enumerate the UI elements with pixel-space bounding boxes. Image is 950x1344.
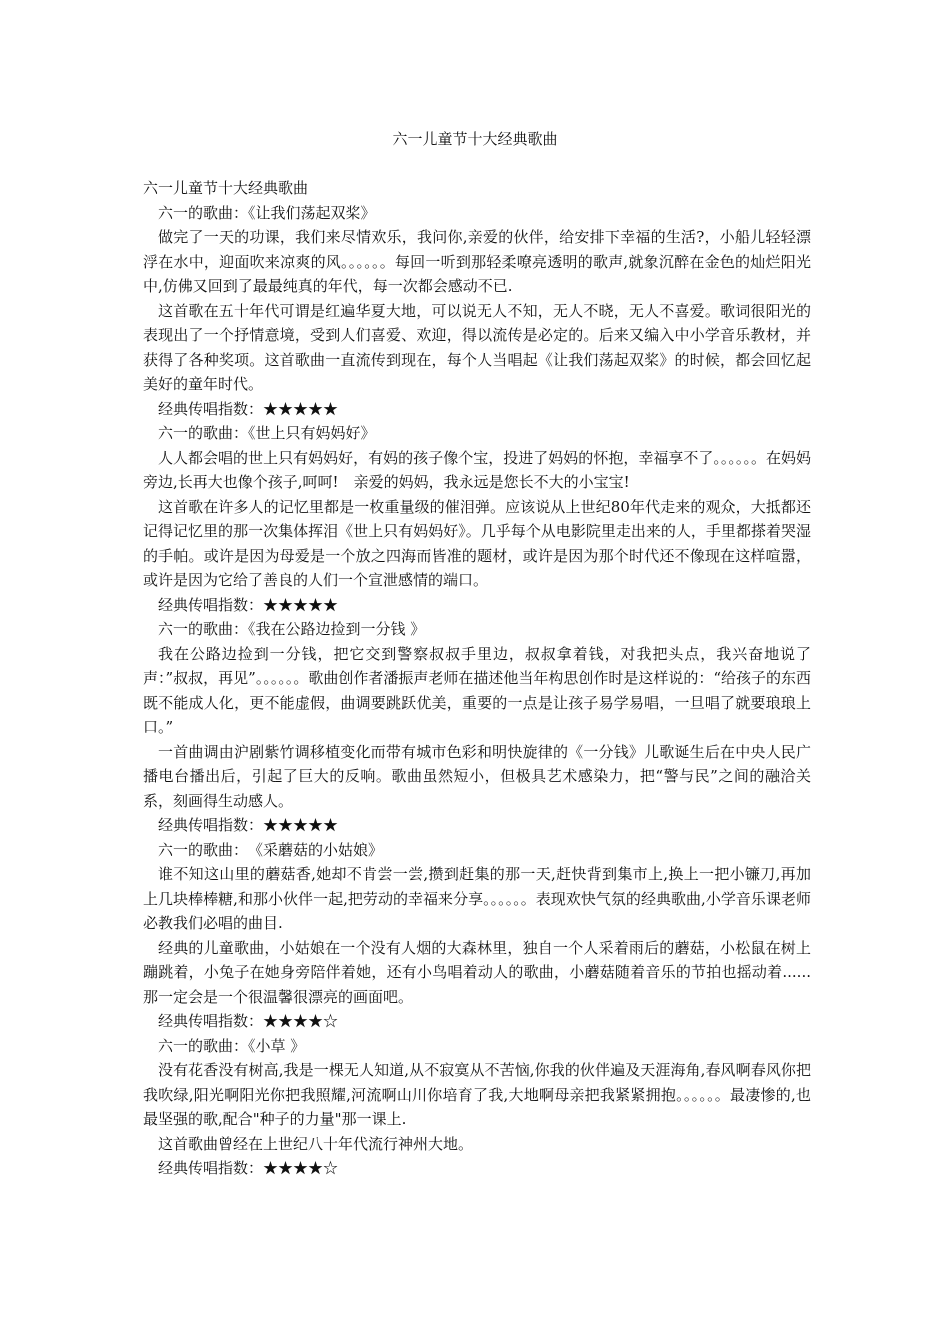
song-rating: 经典传唱指数：★★★★★ <box>158 816 339 834</box>
song-lyrics: 做完了一天的功课，我们来尽情欢乐，我问你,亲爱的伙伴，给安排下幸福的生活?，小船儿轻轻漂浮在水中，迎面吹来凉爽的风。。。。。。每回一听到那轻柔嘹亮透明的歌声,就象沉醉在金色的灿烂阳光中,仿佛又回到了最最纯真的年代，每一次都会感动不已. <box>143 228 811 295</box>
song-lyrics: 没有花香没有树高,我是一棵无人知道,从不寂寞从不苦恼,你我的伙伴遍及天涯海角,春风啊春风你把我吹绿,阳光啊阳光你把我照耀,河流啊山川你培育了我,大地啊母亲把我紧紧拥抱。。。。。。最凄惨的,也最坚强的歌,配合"种子的力量"那一课上. <box>143 1061 811 1128</box>
song-heading: 六一的歌曲：《小草 》 <box>158 1036 306 1055</box>
song-heading: 六一的歌曲： 《采蘑菇的小姑娘》 <box>158 840 384 859</box>
song-heading: 六一的歌曲：《世上只有妈妈好》 <box>158 424 376 442</box>
song-heading: 六一的歌曲：《我在公路边捡到一分钱 》 <box>158 620 426 638</box>
song-commentary: 经典的儿童歌曲，小姑娘在一个没有人烟的大森林里，独自一个人采着雨后的蘑菇，小松鼠在树上蹦跳着，小兔子在她身旁陪伴着她，还有小鸟唱着动人的歌曲，小蘑菇随着音乐的节拍也摇动着......那一定会是一个很温馨很漂亮的画面吧。 <box>143 938 811 1006</box>
song-commentary: 这首歌在许多人的记忆里都是一枚重量级的催泪弹。应该说从上世纪80年代走来的观众，大抵都还记得记忆里的那一次集体挥泪《世上只有妈妈好》。几乎每个从电影院里走出来的人，手里都搽着哭湿的手帕。或许是因为母爱是一个放之四海而皆准的题材，或许是因为那个时代还不像现在这样喧嚣，或许是因为它给了善良的人们一个宣泄感情的端口。 <box>143 497 811 589</box>
song-commentary: 一首曲调由沪剧紫竹调移植变化而带有城市色彩和明快旋律的《一分钱》儿歌诞生后在中央人民广播电台播出后，引起了巨大的反响。歌曲虽然短小，但极具艺术感染力，把“警与民”之间的融洽关系，刻画得生动感人。 <box>143 742 811 810</box>
song-heading: 六一的歌曲：《让我们荡起双桨》 <box>158 203 376 222</box>
song-lyrics: 谁不知这山里的蘑菇香,她却不肯尝一尝,攒到赶集的那一天,赶快背到集市上,换上一把小镰刀,再加上几块棒棒糖,和那小伙伴一起,把劳动的幸福来分享。。。。。。表现欢快气氛的经典歌曲,小学音乐课老师必教我们必唱的曲目. <box>143 865 811 932</box>
song-rating: 经典传唱指数：★★★★★ <box>158 595 339 614</box>
document-body <box>143 176 811 1181</box>
song-commentary: 这首歌曲曾经在上世纪八十年代流行神州大地。 <box>158 1134 474 1153</box>
document-title: 六一儿童节十大经典歌曲 <box>392 130 558 148</box>
song-rating: 经典传唱指数：★★★★☆ <box>158 1012 339 1030</box>
intro-heading: 六一儿童节十大经典歌曲 <box>143 179 309 197</box>
song-commentary: 这首歌在五十年代可谓是红遍华夏大地，可以说无人不知，无人不晓，无人不喜爱。歌词很阳光的表现出了一个抒情意境，受到人们喜爱、欢迎，得以流传是必定的。后来又编入中小学音乐教材，并获得了各种奖项。这首歌曲一直流传到现在，每个人当唱起《让我们荡起双桨》的时候，都会回忆起美好的童年时代。 <box>143 301 811 393</box>
song-lyrics: 我在公路边捡到一分钱，把它交到警察叔叔手里边，叔叔拿着钱，对我把头点，我兴奋地说了声：”叔叔，再见”。。。。。。歌曲创作者潘振声老师在描述他当年构思创作时是这样说的：“给孩子的东西既不能成人化，更不能虚假，曲调要跳跃优美，重要的一点是让孩子易学易唱，一旦唱了就要琅琅上口。” <box>143 644 812 736</box>
song-lyrics: 人人都会唱的世上只有妈妈好，有妈的孩子像个宝，投进了妈妈的怀抱，幸福享不了。。。。。。在妈妈旁边,长再大也像个孩子,呵呵! 亲爱的妈妈，我永远是您长不大的小宝宝! <box>143 448 811 491</box>
song-rating: 经典传唱指数：★★★★★ <box>158 399 339 418</box>
song-rating: 经典传唱指数：★★★★☆ <box>158 1159 339 1177</box>
